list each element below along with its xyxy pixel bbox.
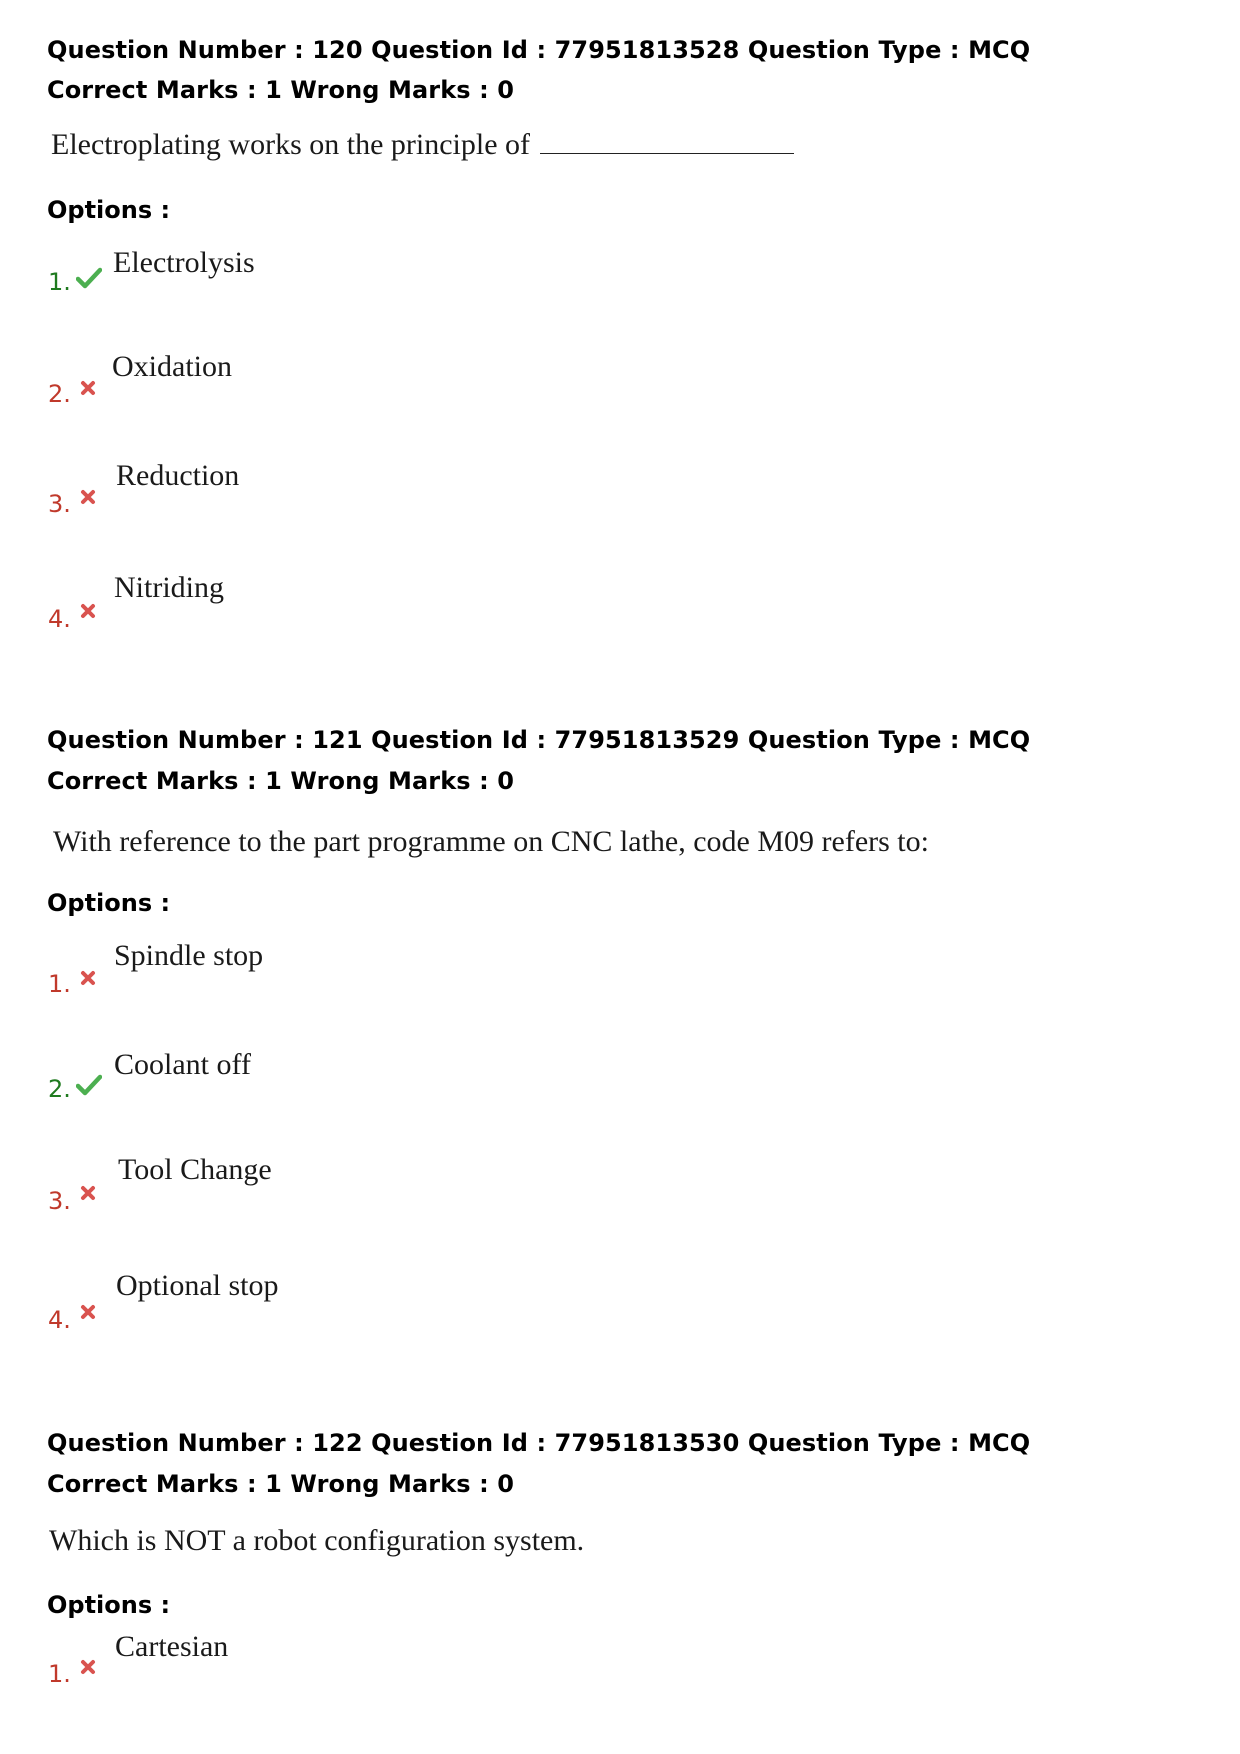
options-label: Options :: [47, 1591, 171, 1619]
options-label: Options :: [47, 889, 171, 917]
options-label: Options :: [47, 196, 171, 224]
option-number: 1.: [48, 970, 71, 998]
check-icon: [76, 267, 102, 289]
cross-icon: [80, 603, 96, 619]
option-text: Spindle stop: [114, 939, 264, 972]
option-text: Electrolysis: [113, 246, 255, 279]
option-number: 1.: [48, 268, 71, 296]
question-text: Which is NOT a robot configuration system.: [49, 1524, 585, 1557]
question-text-content: Electroplating works on the principle of: [51, 128, 531, 161]
option-text: Cartesian: [115, 1630, 229, 1663]
question-meta-line1: Question Number : 121 Question Id : 77951813529 Question Type : MCQ: [47, 726, 1031, 754]
cross-icon: [80, 380, 96, 396]
cross-icon: [80, 1185, 96, 1201]
question-meta-line1: Question Number : 122 Question Id : 77951813530 Question Type : MCQ: [47, 1429, 1031, 1457]
option-text: Optional stop: [116, 1269, 279, 1302]
option-text: Oxidation: [112, 350, 232, 383]
option-number: 4.: [48, 1306, 71, 1334]
question-meta-line2: Correct Marks : 1 Wrong Marks : 0: [47, 767, 515, 795]
option-text: Coolant off: [114, 1048, 251, 1081]
option-number: 2.: [48, 1075, 71, 1103]
question-meta-line2: Correct Marks : 1 Wrong Marks : 0: [47, 76, 515, 104]
option-number: 2.: [48, 380, 71, 408]
option-number: 4.: [48, 605, 71, 633]
question-meta-line2: Correct Marks : 1 Wrong Marks : 0: [47, 1470, 515, 1498]
option-text: Nitriding: [114, 571, 224, 604]
option-text: Tool Change: [118, 1153, 272, 1186]
option-number: 3.: [48, 1187, 71, 1215]
cross-icon: [80, 1659, 96, 1675]
cross-icon: [80, 489, 96, 505]
option-number: 1.: [48, 1660, 71, 1688]
question-text: With reference to the part programme on CNC lathe, code M09 refers to:: [53, 825, 929, 858]
question-text: [51, 128, 794, 162]
question-meta-line1: Question Number : 120 Question Id : 77951813528 Question Type : MCQ: [47, 36, 1031, 64]
option-number: 3.: [48, 490, 71, 518]
fill-in-blank: [540, 131, 794, 154]
cross-icon: [80, 970, 96, 986]
check-icon: [76, 1074, 102, 1096]
option-text: Reduction: [116, 459, 240, 492]
cross-icon: [80, 1304, 96, 1320]
